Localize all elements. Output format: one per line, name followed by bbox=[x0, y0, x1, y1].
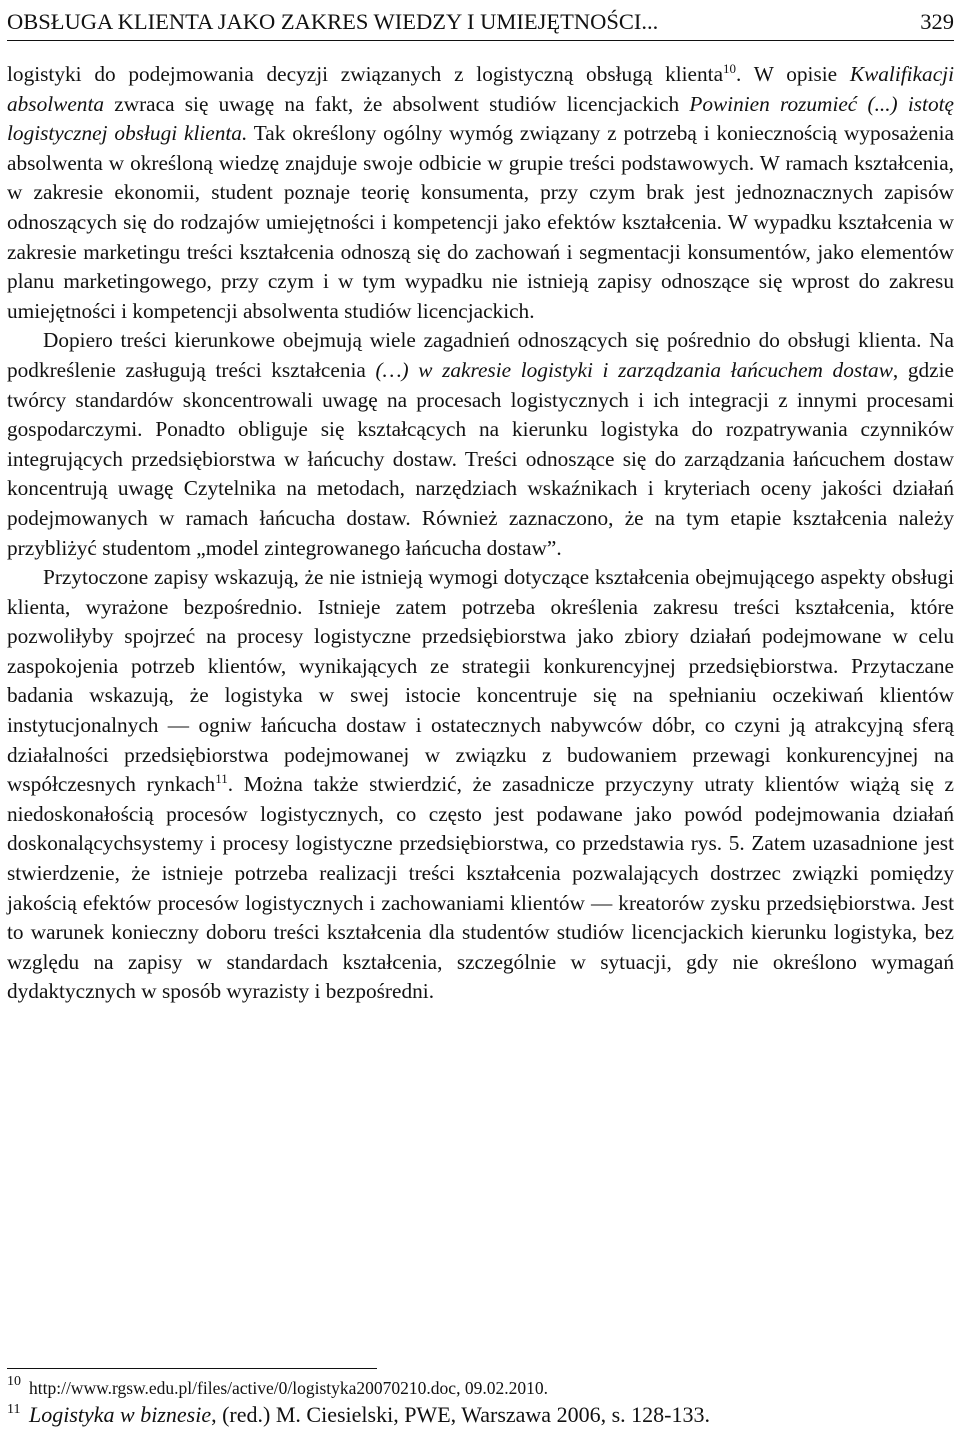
footnotes bbox=[7, 1374, 954, 1428]
page-number: 329 bbox=[920, 9, 954, 34]
paragraph: Dopiero treści kierunkowe obejmują wiele zagadnień odnoszących się pośrednio do obsługi klienta. Na podkreślenie zasługują treści kształcenia (…) w zakresie logistyki i zarządzania łańcuchem dostaw, gdzie twórcy standardów skoncentrowali uwagę na procesach logistycznych i ich integracji z innymi procesami gospodarczymi. Ponadto obliguje się kształcących na kierunku logistyka do rozpatrywania czynników integrujących przedsiębiorstwa w łańcuchy dostaw. Treści odnoszące się do zarządzania łańcuchem dostaw koncentrują uwagę Czytelnika na metodach, narzędziach wskaźnikach i kryteriach oceny jakości działań podejmowanych w ramach łańcucha dostaw. Również zaznaczono, że na tym etapie kształcenia należy przybliżyć studentom „model zintegrowanego łańcucha dostaw”. bbox=[7, 328, 954, 560]
body-text bbox=[7, 60, 954, 1007]
footnote-11 bbox=[7, 1402, 954, 1428]
footnote-10 bbox=[7, 1374, 954, 1399]
footnote-number: 11 bbox=[7, 1402, 21, 1417]
footnote-ref-11[interactable]: 11 bbox=[215, 771, 228, 787]
footnote-text: Logistyka w biznesie, (red.) M. Ciesielski, PWE, Warszawa 2006, s. 128-133. bbox=[29, 1402, 710, 1427]
footnote-link[interactable]: http://www.rgsw.edu.pl/files/active/0/logistyka20070210.doc, 09.02.2010. bbox=[29, 1378, 548, 1398]
footnote-number: 10 bbox=[7, 1374, 21, 1389]
running-header bbox=[7, 4, 954, 41]
paragraph: Przytoczone zapisy wskazują, że nie istnieją wymogi dotyczące kształcenia obejmującego aspekty obsługi klienta, wyrażone bezpośrednio. Istnieje zatem potrzeba określenia zakresu treści kształcenia, które pozwoliłyby spojrzeć na procesy logistyczne przedsiębiorstwa jako zbiory działań podejmowane w celu zaspokojenia potrzeb klientów, wynikających ze strategii konkurencyjnej przedsiębiorstwa. Przytaczane badania wskazują, że logistyka w swej istocie koncentruje się na spełnianiu oczekiwań klientów instytucjonalnych — ogniw łańcucha dostaw i ostatecznych nabywców dóbr, co czyni ją atrakcyjną sferą działalności przedsiębiorstwa podejmowanej w związku z budowaniem przewagi konkurencyjnej na współczesnych rynkach$^{11}$. Można także stwierdzić, że zasadnicze przyczyny utraty klientów wiążą się z niedoskonałością procesów logistycznych, co często jest podawane jako powód podejmowania działań doskonalącychsystemy i procesy logistyczne przedsiębiorstwa, co przedstawia rys. 5. Zatem uzasadnione jest stwierdzenie, że istnieje potrzeba realizacji treści kształcenia pozwalających dostrzec związki pomiędzy jakością efektów procesów logistycznych i zachowaniami klientów — kreatorów zysku przedsiębiorstwa. Jest to warunek konieczny doboru treści kształcenia dla studentów studiów licencjackich kierunku logistyka, bez względu na zapisy w standardach kształcenia, szczególnie w sytuacji, gdy nie określono wymagań dydaktycznych w sposób wyrazisty i bezpośredni. bbox=[7, 565, 955, 1004]
footnote-separator bbox=[7, 1368, 377, 1369]
footnote-ref-10[interactable]: 10 bbox=[723, 60, 737, 76]
paragraph: logistyki do podejmowania decyzji związanych z logistyczną obsługą klienta$^{10}$. W opisie Kwalifikacji absolwenta zwraca się uwagę na fakt, że absolwent studiów licencjackich Powinien rozumieć (...) istotę logistycznej obsługi klienta. Tak określony ogólny wymóg związany z potrzebą i koniecznością wyposażenia absolwenta w określoną wiedzę znajduje swoje odbicie w grupie treści podstawowych. W ramach kształcenia, w zakresie ekonomii, student poznaje teorię konsumenta, przy czym brak jest jednoznacznych zapisów odnoszących się do rodzajów umiejętności i kompetencji jako efektów kształcenia. W wypadku kształcenia w zakresie marketingu treści kształcenia odnoszą się do zachowań i segmentacji konsumentów, jako elementów planu marketingowego, przy czym i w tym wypadku nie istnieją zapisy odnoszące się wprost do zakresu umiejętności i kompetencji absolwenta studiów licencjackich. bbox=[7, 60, 954, 323]
running-title: OBSŁUGA KLIENTA JAKO ZAKRES WIEDZY I UMIEJĘTNOŚCI... bbox=[7, 9, 659, 34]
